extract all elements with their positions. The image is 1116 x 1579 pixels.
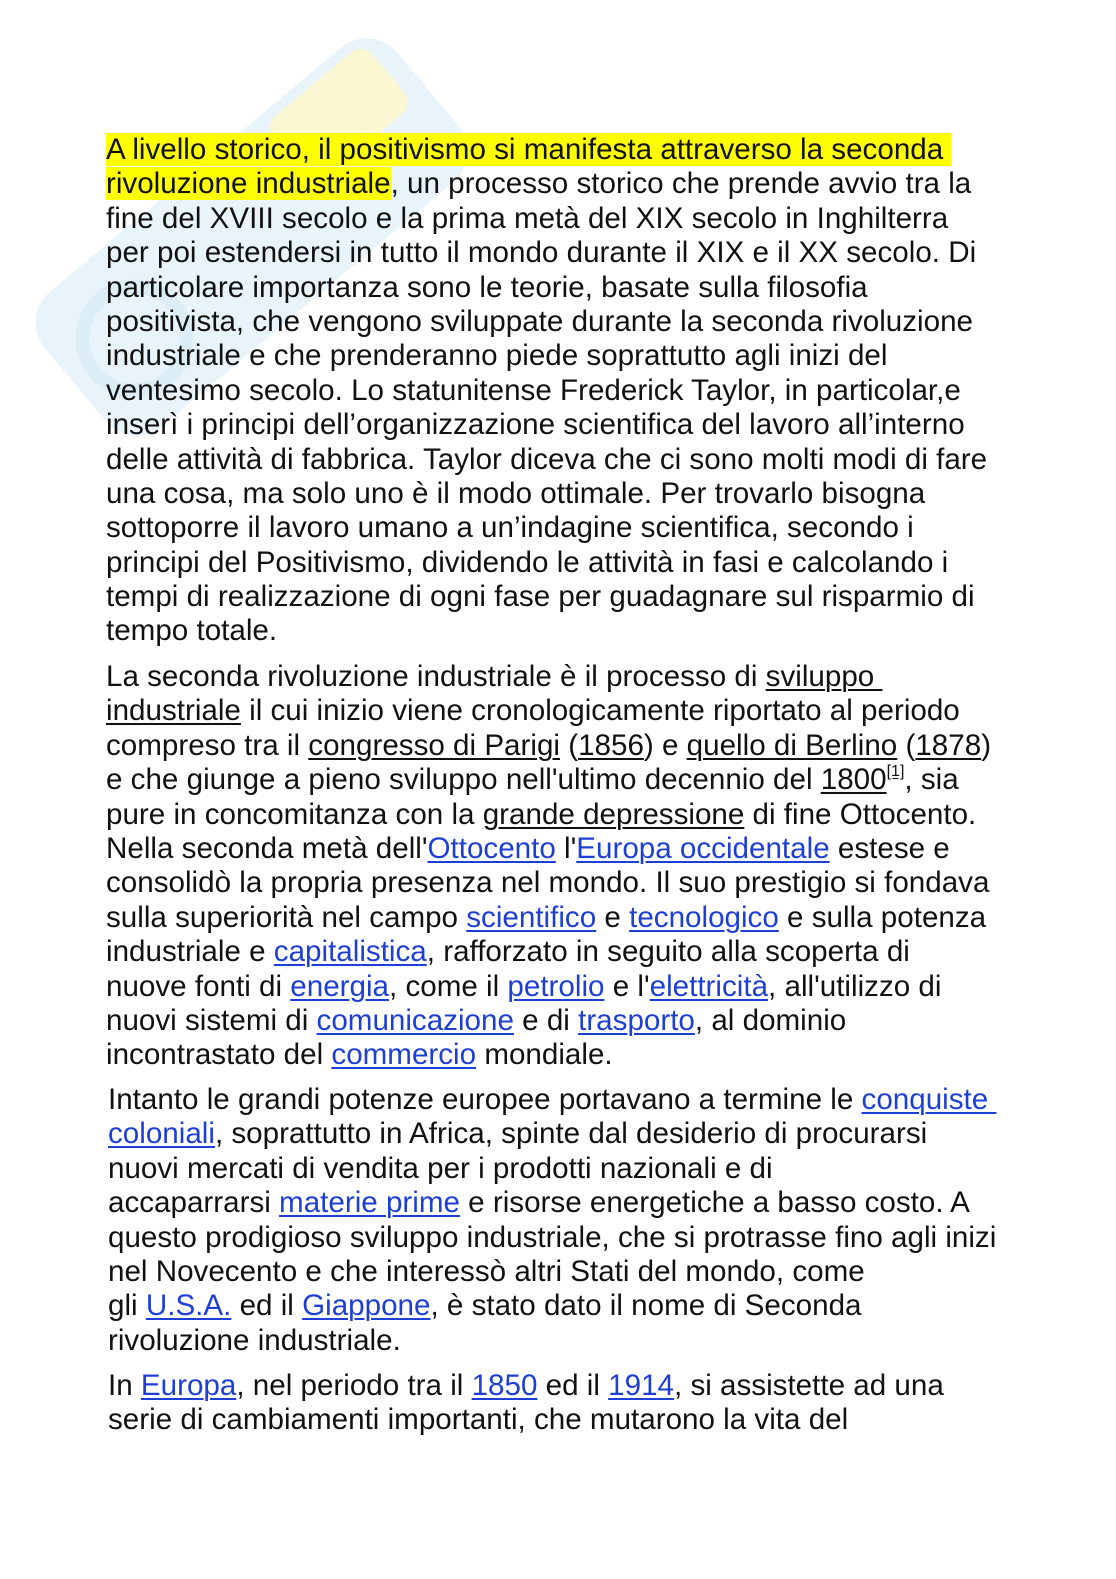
- text-run: industriale e che prenderanno piede soprattutto agli inizi del: [106, 339, 888, 373]
- text-line: [106, 374, 987, 408]
- text-run: tempi di realizzazione di ogni fase per guadagnare sul risparmio di: [106, 580, 975, 614]
- text-run: nuovi sistemi di: [106, 1003, 317, 1037]
- text-run: consolidò la propria presenza nel mondo. Il suo prestigio si fondava: [106, 866, 990, 900]
- text-line: [106, 408, 987, 442]
- text-run: sottoporre il lavoro umano a un’indagine scientifica, secondo i: [106, 511, 914, 545]
- text-line: [106, 901, 991, 935]
- text-run: , soprattutto in Africa, spinte dal desiderio di procurarsi: [214, 1117, 928, 1151]
- text-run: In: [108, 1369, 141, 1402]
- text-run: inserì i principi dell’organizzazione scientifica del lavoro all’interno: [106, 408, 965, 442]
- text-run: compreso tra il: [106, 728, 309, 762]
- link-1856[interactable]: 1856: [578, 728, 644, 762]
- link-commercio[interactable]: commercio: [331, 1038, 477, 1072]
- text-line: [106, 866, 991, 900]
- text-line: [106, 614, 987, 648]
- text-run: (: [559, 728, 579, 762]
- text-line: [106, 236, 987, 270]
- text-run: (: [897, 728, 916, 762]
- text-run: serie di cambiamenti importanti, che mutarono la vita del: [108, 1403, 849, 1437]
- text-run: La seconda rivoluzione industriale è il processo di: [106, 660, 766, 693]
- text-line: [106, 511, 987, 545]
- link-1850[interactable]: 1850: [471, 1369, 538, 1402]
- text-run: ) e: [643, 728, 687, 762]
- text-run: ed il: [537, 1369, 609, 1402]
- text-line: [108, 1403, 944, 1437]
- text-line: [106, 660, 991, 694]
- text-run: delle attività di fabbrica. Taylor diceva che ci sono molti modi di fare: [106, 442, 988, 476]
- link-europa[interactable]: Europa: [140, 1369, 237, 1402]
- link-sviluppo-industriale[interactable]: sviluppo: [765, 660, 883, 693]
- link-sviluppo-industriale[interactable]: industriale: [106, 694, 241, 728]
- text-run: per poi estendersi in tutto il mondo durante il XIX e il XX secolo. Di: [106, 236, 977, 270]
- text-line: [106, 202, 987, 236]
- link-conquiste-coloniali[interactable]: coloniali: [108, 1117, 215, 1151]
- text-run: nuove fonti di: [106, 969, 291, 1003]
- link-congresso-di-parigi[interactable]: congresso di Parigi: [308, 728, 560, 762]
- text-run: estese e: [829, 831, 950, 865]
- text-run: accaparrarsi: [108, 1186, 280, 1220]
- text-line: [108, 1117, 996, 1151]
- link-petrolio[interactable]: petrolio: [507, 969, 605, 1003]
- text-run: , come il: [389, 969, 508, 1003]
- text-line: [106, 1038, 991, 1072]
- text-run: , si assistette ad una: [674, 1369, 944, 1402]
- text-run: tempo totale.: [106, 614, 278, 648]
- text-run: , è stato dato il nome di Seconda: [430, 1289, 862, 1323]
- text-run: e sulla potenza: [778, 900, 987, 934]
- text-run: fine del XVIII secolo e la prima metà del XIX secolo in Inghilterra: [106, 201, 949, 235]
- paragraph-3: [108, 1083, 996, 1358]
- highlighted-text: A livello storico, il positivismo si manifesta attraverso la seconda: [106, 133, 952, 166]
- text-line: [106, 694, 991, 728]
- text-run: ): [981, 728, 992, 762]
- text-run: ed il: [231, 1289, 303, 1323]
- text-run: e risorse energetiche a basso costo. A: [459, 1186, 970, 1220]
- text-line: [108, 1152, 996, 1186]
- text-run: Nella seconda metà dell': [106, 831, 428, 865]
- text-run: e di: [513, 1003, 579, 1037]
- text-run: nuovi mercati di vendita per i prodotti nazionali e di: [108, 1151, 773, 1185]
- text-line: [106, 1004, 991, 1038]
- text-run: questo prodigioso sviluppo industriale, che si protrasse fino agli inizi: [108, 1220, 997, 1254]
- text-line: [106, 580, 987, 614]
- text-line: [106, 305, 987, 339]
- text-run: gli: [108, 1289, 146, 1323]
- text-run: rivoluzione industriale.: [108, 1323, 401, 1357]
- link-1800[interactable]: 1800: [820, 763, 887, 797]
- text-run: positivista, che vengono sviluppate durante la seconda rivoluzione: [106, 304, 973, 338]
- text-run: il cui inizio viene cronologicamente riportato al periodo: [240, 694, 960, 728]
- text-line: [106, 729, 991, 763]
- text-line: [106, 763, 991, 797]
- link-giappone[interactable]: Giappone: [302, 1289, 431, 1323]
- link-comunicazione[interactable]: comunicazione: [316, 1003, 514, 1037]
- text-run: una cosa, ma solo uno è il modo ottimale. Per trovarlo bisogna: [106, 476, 926, 510]
- text-line: [108, 1221, 996, 1255]
- link-conquiste-coloniali[interactable]: conquiste: [861, 1083, 997, 1116]
- link-elettricita[interactable]: elettricità: [649, 969, 769, 1003]
- text-line: [108, 1255, 996, 1289]
- text-run: e che giunge a pieno sviluppo nell'ultimo decennio del: [106, 763, 821, 797]
- text-run: , un processo storico che prende avvio tra la: [390, 167, 972, 201]
- link-europa-occidentale[interactable]: Europa occidentale: [576, 831, 830, 865]
- text-run: incontrastato del: [106, 1038, 332, 1072]
- link-ottocento[interactable]: Ottocento: [427, 831, 556, 865]
- text-line: [106, 935, 991, 969]
- text-run: , sia: [904, 763, 959, 797]
- text-line: [106, 546, 987, 580]
- link-usa[interactable]: U.S.A.: [145, 1289, 232, 1323]
- text-run: , al dominio: [694, 1003, 847, 1037]
- link-capitalistica[interactable]: capitalistica: [273, 935, 427, 969]
- text-line: [106, 970, 991, 1004]
- text-run: e l': [604, 969, 650, 1003]
- link-1878[interactable]: 1878: [915, 728, 982, 762]
- text-run: principi del Positivismo, dividendo le attività in fasi e calcolando i: [106, 545, 949, 579]
- text-run: particolare importanza sono le teorie, basate sulla filosofia: [106, 270, 868, 304]
- text-line: [106, 832, 991, 866]
- text-run: di fine Ottocento.: [744, 797, 977, 831]
- text-run: , nel periodo tra il: [236, 1369, 472, 1402]
- text-run: nel Novecento e che interessò altri Stati del mondo, come: [108, 1254, 865, 1288]
- text-run: Intanto le grandi potenze europee portavano a termine le: [108, 1083, 862, 1116]
- footnote-ref-1[interactable]: [1]: [886, 763, 905, 781]
- paragraph-4: [108, 1369, 944, 1438]
- text-run: sulla superiorità nel campo: [106, 900, 467, 934]
- text-run: , all'utilizzo di: [768, 969, 942, 1003]
- link-grande-depressione[interactable]: grande depressione: [482, 797, 745, 831]
- text-line: [108, 1324, 996, 1358]
- text-line: [106, 798, 991, 832]
- text-line: [106, 339, 987, 373]
- text-run: l': [555, 831, 577, 865]
- link-materie-prime[interactable]: materie prime: [279, 1186, 460, 1220]
- text-run: e: [596, 900, 630, 934]
- text-line: [108, 1083, 996, 1117]
- link-tecnologico[interactable]: tecnologico: [629, 900, 779, 934]
- text-run: ventesimo secolo. Lo statunitense Frederick Taylor, in particolar,e: [106, 373, 961, 407]
- paragraph-2: [106, 660, 991, 1073]
- text-line: [106, 271, 987, 305]
- text-line: [106, 443, 987, 477]
- paragraph-1: [106, 133, 987, 649]
- text-line: [108, 1186, 996, 1220]
- link-congresso-di-berlino[interactable]: quello di Berlino: [686, 728, 898, 762]
- text-line: [106, 167, 987, 201]
- text-run: industriale e: [106, 935, 274, 969]
- highlighted-text: rivoluzione industriale: [106, 167, 391, 201]
- text-line: [106, 477, 987, 511]
- text-run: , rafforzato in seguito alla scoperta di: [426, 935, 910, 969]
- text-line: [106, 133, 987, 167]
- text-run: mondiale.: [476, 1038, 613, 1072]
- link-trasporto[interactable]: trasporto: [578, 1003, 695, 1037]
- text-run: pure in concomitanza con la: [106, 797, 483, 831]
- link-scientifico[interactable]: scientifico: [466, 900, 597, 934]
- text-line: [108, 1289, 996, 1323]
- link-energia[interactable]: energia: [290, 969, 390, 1003]
- text-line: [108, 1369, 944, 1403]
- link-1914[interactable]: 1914: [608, 1369, 674, 1402]
